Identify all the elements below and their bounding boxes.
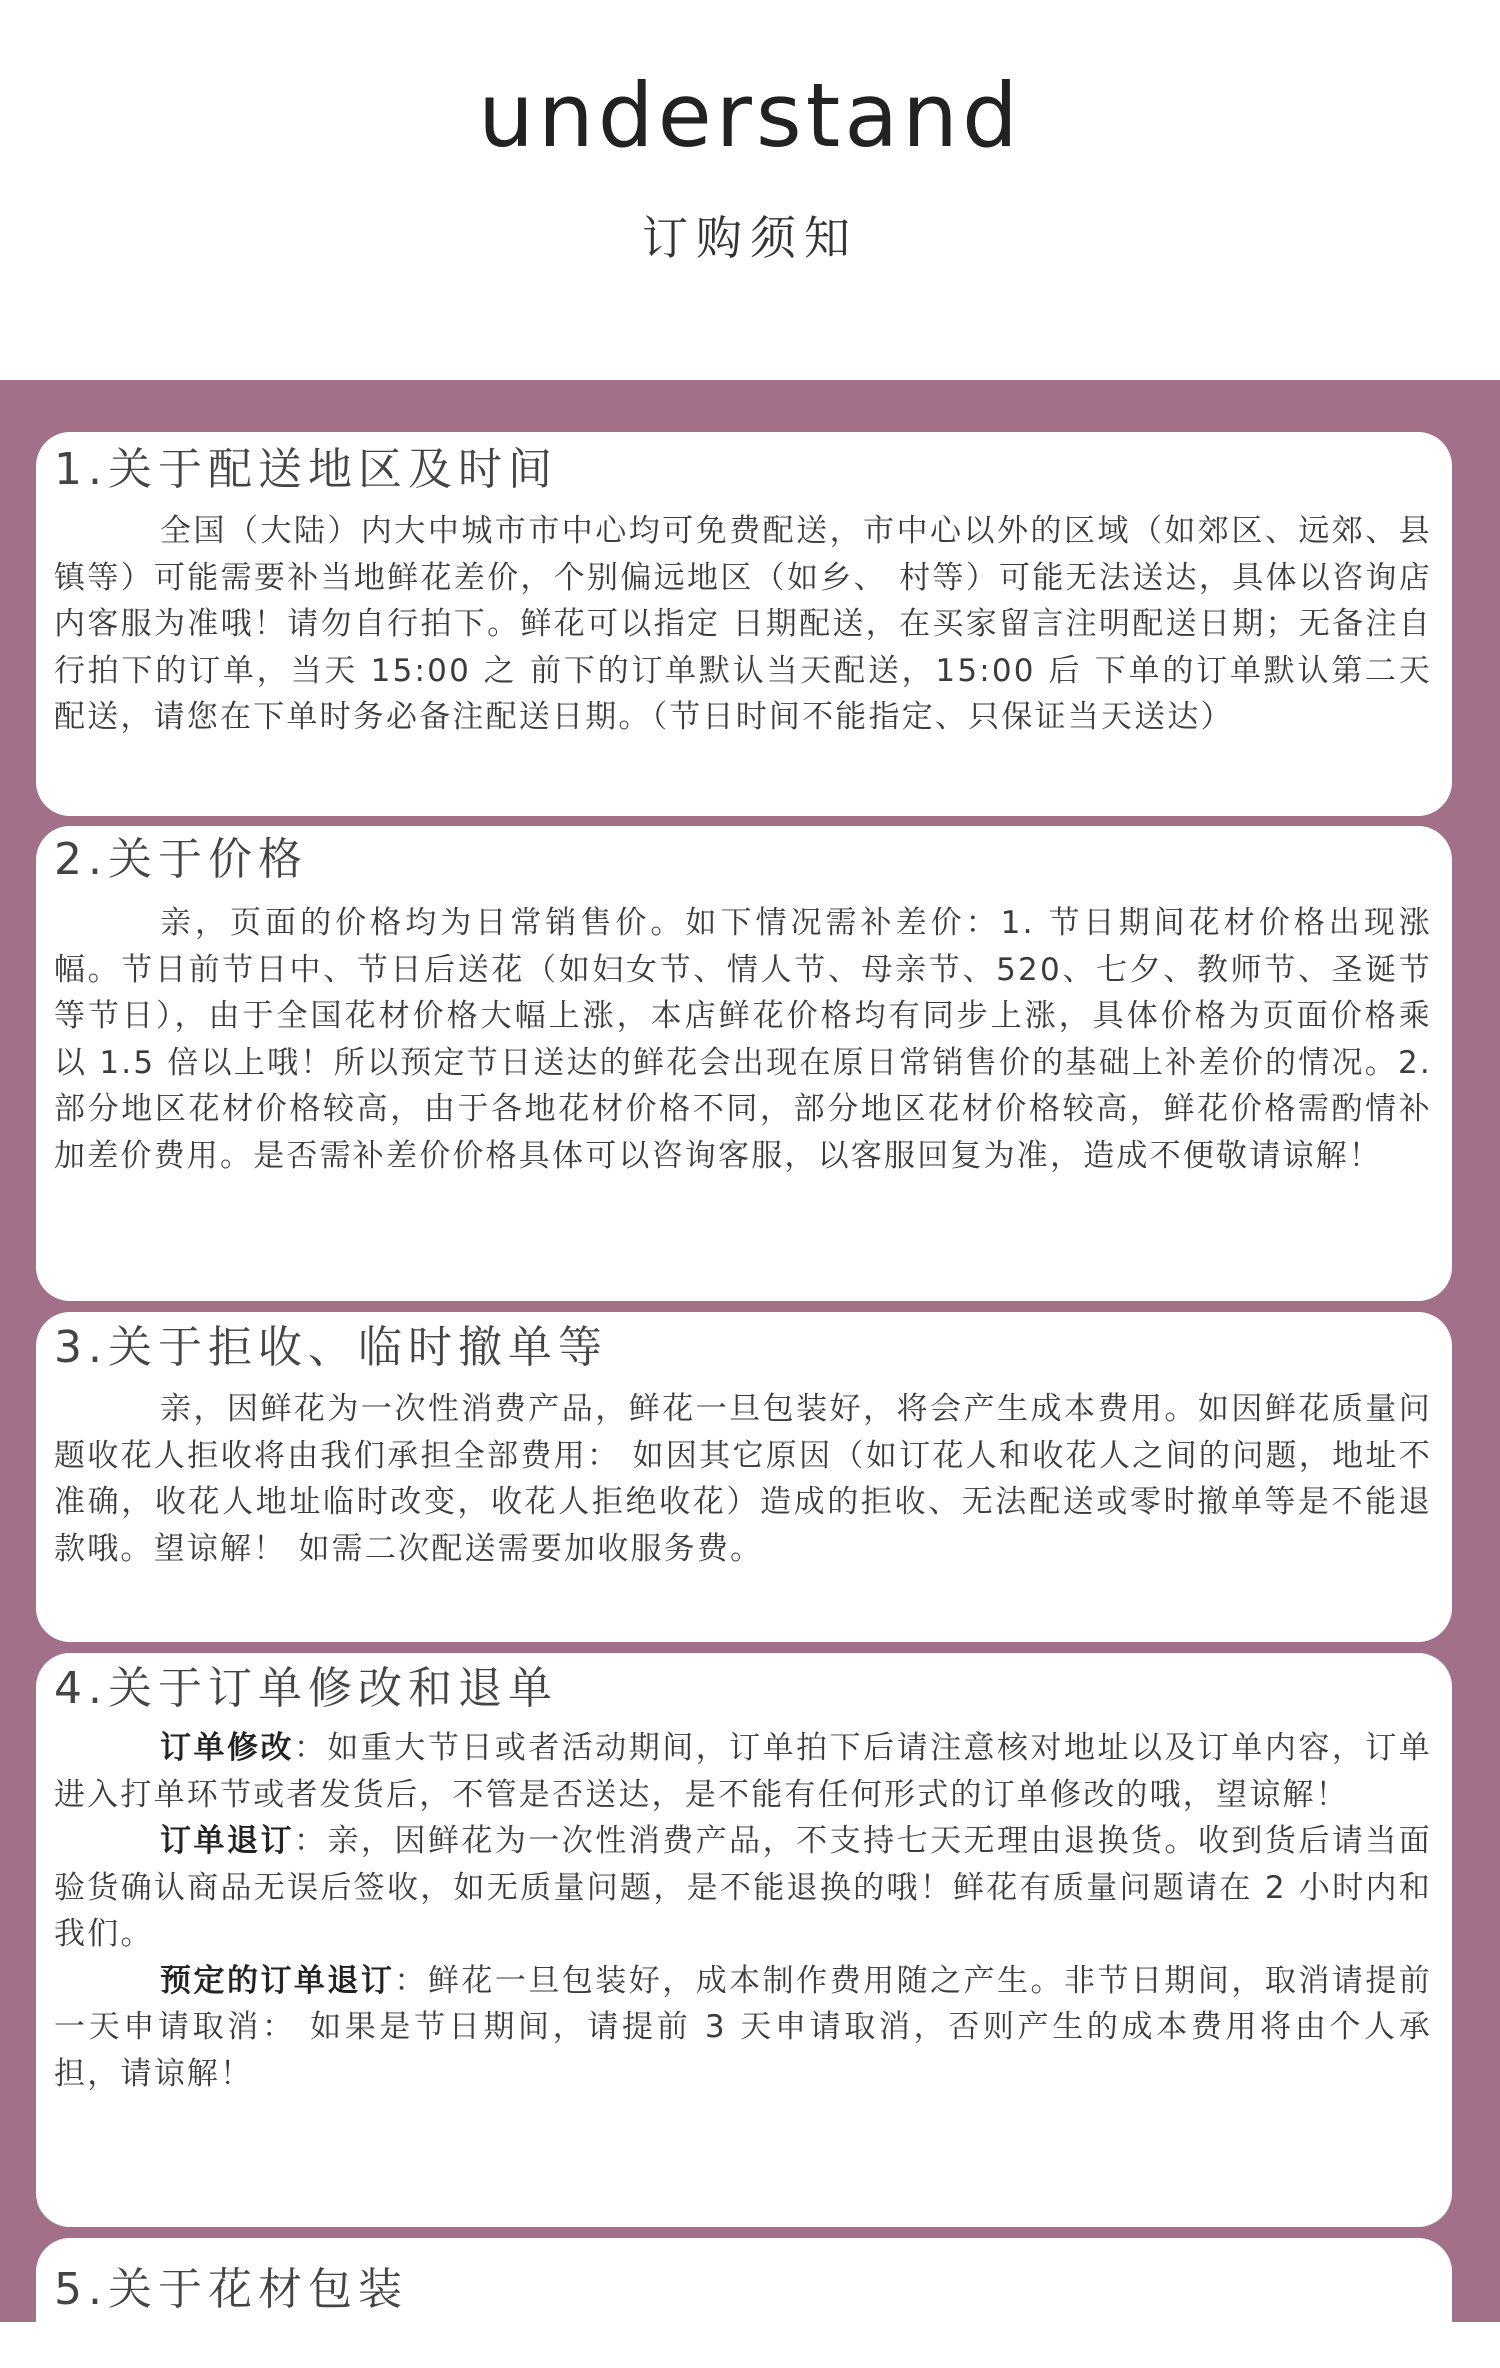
section-paragraph — [54, 508, 1432, 741]
page-header — [0, 0, 1500, 380]
section-paragraph-preorder-cancel — [54, 1958, 1432, 2098]
section-body — [54, 900, 1432, 1179]
section-title: 1.关于配送地区及时间 — [54, 444, 558, 495]
section-paragraph-order-cancel — [54, 1818, 1432, 1958]
paragraph-label: 预定的订单退订 — [160, 1962, 395, 1999]
paragraph-label: 订单修改 — [160, 1730, 294, 1766]
section-body — [54, 1386, 1432, 1572]
section-card-order-change — [36, 1653, 1452, 2227]
paragraph-text: ：鲜花一旦包装好，成本制作费用随之产生。非节日期间，取消请提前一天申请取消： 如果是节日期间，请提前 3 天申请取消，否则产生的成本费用将由个人承担，请谅解！ — [54, 1962, 1432, 2092]
section-title: 5.关于花材包装 — [54, 2264, 408, 2315]
paragraph-text: ：如重大节日或者活动期间，订单拍下后请注意核对地址以及订单内容，订单进入打单环节或者发货后，不管是否送达，是不能有任何形式的订单修改的哦，望谅解！ — [54, 1730, 1433, 1813]
section-title: 3.关于拒收、临时撤单等 — [54, 1322, 608, 1373]
section-title: 2.关于价格 — [54, 834, 308, 885]
section-card-delivery — [36, 432, 1452, 816]
page-subtitle: 订购须知 — [642, 211, 858, 265]
section-body — [54, 1725, 1432, 2097]
section-paragraph — [54, 900, 1432, 1179]
section-paragraph-order-modify — [54, 1725, 1432, 1818]
section-title: 4.关于订单修改和退单 — [54, 1663, 558, 1714]
paragraph-text: 亲，因鲜花为一次性消费产品，鲜花一旦包装好，将会产生成本费用。如因鲜花质量问题收花人拒收将由我们承担全部费用： 如因其它原因（如订花人和收花人之间的问题，地址不准确，收花人地址临时改变，收花人拒绝收花）造成的拒收、无法配送或零时撤单等是不能退款哦。望谅解！ 如需二次配送需要加收服务费。 — [54, 1391, 1432, 1567]
section-paragraph — [54, 1386, 1432, 1572]
paragraph-text: ：亲，因鲜花为一次性消费产品，不支持七天无理由退换货。收到货后请当面验货确认商品无误后签收，如无质量问题，是不能退换的哦！鲜花有质量问题请在 2 小时内和我们。 — [54, 1823, 1433, 1952]
page-title: understand — [478, 64, 1022, 167]
section-body — [54, 508, 1432, 741]
paragraph-text: 全国（大陆）内大中城市市中心均可免费配送，市中心以外的区域（如郊区、远郊、县镇等）可能需要补当地鲜花差价，个别偏远地区（如乡、 村等）可能无法送达，具体以咨询店内客服为准哦！请勿自行拍下。鲜花可以指定 日期配送，在买家留言注明配送日期；无备注自行拍下的订单，当天 15:00 之 前下的订单默认当天配送，15:00 后 下单的订单默认第二天配送，请您在下单时务必备注配送日期。（节日时间不能指定、只保证当天送达） — [54, 513, 1432, 735]
section-card-price — [36, 826, 1452, 1301]
section-card-refusal — [36, 1312, 1452, 1642]
paragraph-text: 亲，页面的价格均为日常销售价。如下情况需补差价：1. 节日期间花材价格出现涨幅。节日前节日中、节日后送花（如妇女节、情人节、母亲节、520、七夕、教师节、圣诞节等节日），由于全国花材价格大幅上涨，本店鲜花价格均有同步上涨，具体价格为页面价格乘以 1.5 倍以上哦！所以预定节日送达的鲜花会出现在原日常销售价的基础上补差价的情况。2. 部分地区花材价格较高，由于各地花材价格不同，部分地区花材价格较高，鲜花价格需酌情补加差价费用。是否需补差价价格具体可以咨询客服，以客服回复为准，造成不便敬请谅解！ — [54, 905, 1432, 1174]
section-card-packaging — [36, 2238, 1452, 2368]
paragraph-label: 订单退订 — [160, 1823, 294, 1859]
